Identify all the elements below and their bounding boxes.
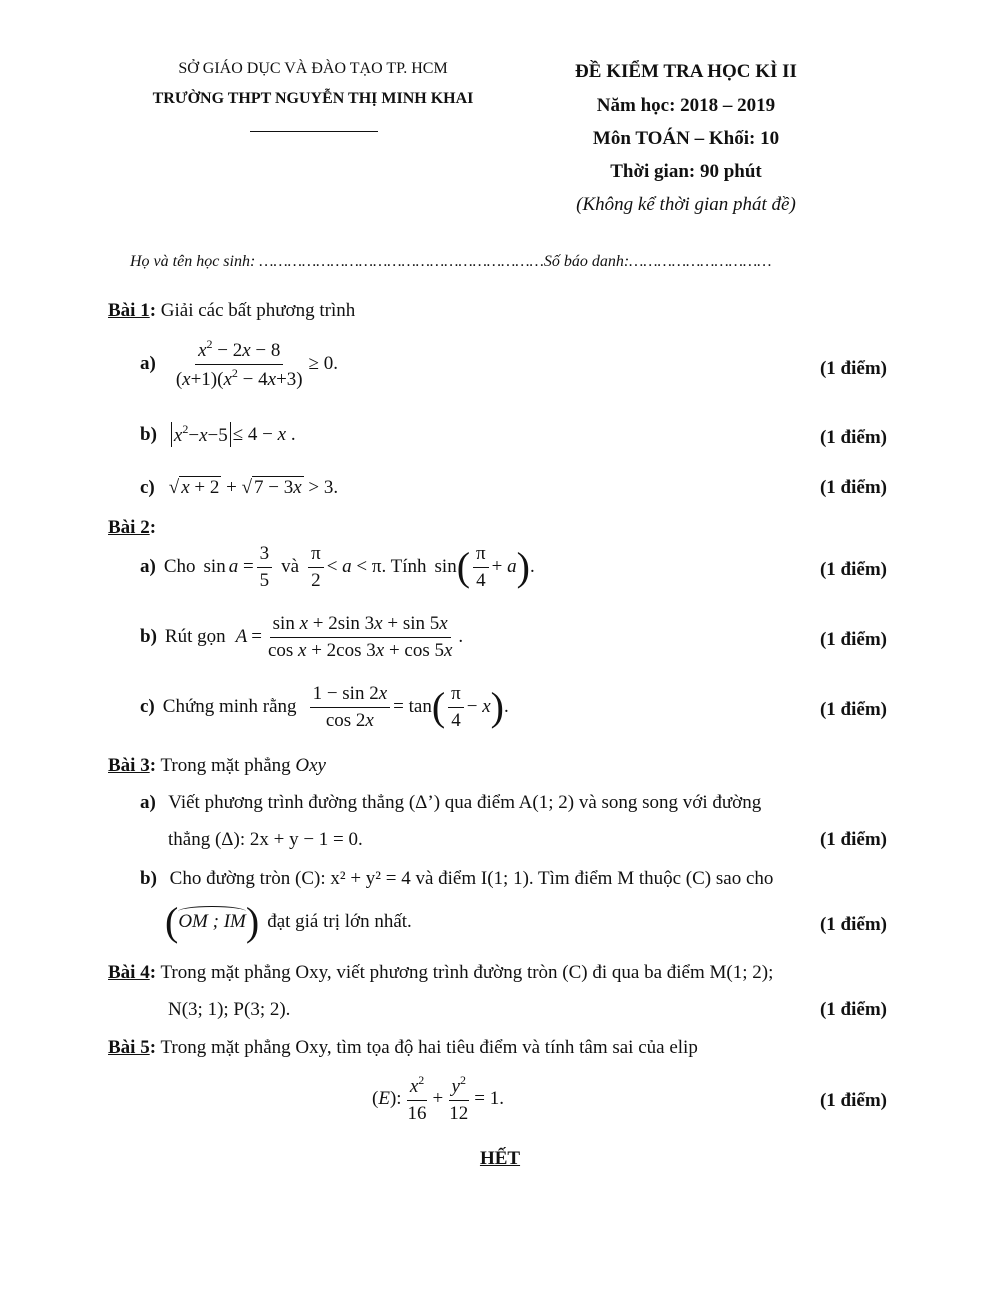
angle-expression: OM ; IM	[178, 911, 246, 932]
item-text: đạt giá trị lớn nhất.	[267, 911, 412, 932]
item-text: Trong mặt phẳng Oxy, tìm tọa độ hai tiêu điểm và tính tâm sai của elip	[160, 1037, 698, 1058]
item-text: Trong mặt phẳng Oxy, viết phương trình đường tròn (C) đi qua ba điểm M(1; 2);	[160, 962, 774, 983]
plane-label: Oxy	[295, 755, 326, 776]
item-label: b)	[140, 868, 157, 889]
points-badge: (1 điểm)	[819, 699, 887, 720]
item-text: . Tính	[381, 556, 427, 578]
exam-time: Thời gian: 90 phút	[610, 161, 762, 182]
problem-3b-line1	[140, 868, 773, 890]
item-label: a)	[140, 353, 156, 375]
problem-1b: b) $x^2-x-5$ ≤ 4 − x .	[140, 422, 296, 446]
points-badge: (1 điểm)	[819, 358, 887, 379]
school-year: Năm học: 2018 – 2019	[596, 95, 776, 116]
points-badge: (1 điểm)	[819, 427, 887, 448]
school-name: TRƯỜNG THPT NGUYỄN THỊ MINH KHAI	[152, 90, 474, 107]
problem-1-title: Bài 1	[108, 300, 150, 321]
end-marker: HẾT	[479, 1148, 521, 1169]
dept-name: SỞ GIÁO DỤC VÀ ĐÀO TẠO TP. HCM	[178, 60, 448, 77]
problem-1-intro: Giải các bất phương trình	[160, 300, 356, 321]
item-label: c)	[140, 696, 155, 718]
problem-2b: b) Rút gọn A = $\frac{\text{sin x + 2sin 3x + sin 5x}}{\text{cos x + 2cos 3x + cos 5x}}$ .	[140, 613, 464, 661]
item-label: a)	[140, 556, 156, 578]
problem-3b-line2: ( OM ; IM ) đạt giá trị lớn nhất.	[165, 899, 412, 944]
exam-title: ĐỀ KIỂM TRA HỌC KÌ II	[575, 61, 797, 82]
time-note: (Không kể thời gian phát đề)	[576, 194, 796, 215]
fraction: $\frac{x^2 - 2x - 8}{(x+1)(x^2 - 4x+3)}$	[175, 337, 303, 390]
item-text: Viết phương trình đường thẳng (Δ’) qua điểm A(1; 2) và song song với đường	[168, 792, 762, 813]
item-label: a)	[140, 792, 156, 813]
problem-2c: c) Chứng minh rằng $\frac{1 - \sin 2x}{\cos 2x}$ = tan ( $\frac{\pi}{4}$ − x ) .	[140, 683, 509, 731]
item-label: b)	[140, 626, 157, 648]
points-badge: (1 điểm)	[819, 1090, 887, 1111]
student-name-line	[130, 253, 771, 271]
problem-1c: c) √ x + 2 + √ 7 − 3x > 3.	[140, 477, 339, 498]
student-id-label: Số báo danh:…………………………	[543, 253, 772, 270]
problem-2a: a) Cho sin a = $\frac{3}{5}$ và $\frac{\pi}{2}$ < a < π . Tính sin ( $\frac{\pi}{4}$ + a ) .	[140, 543, 535, 591]
item-text: và	[281, 556, 300, 578]
subject-grade: Môn TOÁN – Khối: 10	[592, 128, 780, 149]
points-badge: (1 điểm)	[819, 559, 887, 580]
item-text: Cho	[163, 556, 196, 578]
problem-5-title: Bài 5	[108, 1037, 150, 1058]
points-badge: (1 điểm)	[819, 829, 887, 850]
problem-4-title: Bài 4	[108, 962, 150, 983]
ellipse-equation: (E): $\frac{x^2}{16}$ + $\frac{y^2}{12}$ = 1.	[372, 1073, 504, 1124]
problem-3a-line1	[140, 792, 761, 814]
item-text: Rút gọn	[164, 626, 226, 648]
item-label: c)	[140, 477, 155, 498]
problem-3-intro: Trong mặt phẳng	[160, 755, 291, 776]
problem-1a: a) $\frac{x^2 - 2x - 8}{(x+1)(x^2 - 4x+3)}$ ≥ 0.	[140, 337, 339, 390]
student-name-label: Họ và tên học sinh: ……………………………………………………	[130, 253, 544, 270]
points-badge: (1 điểm)	[819, 999, 887, 1020]
points-badge: (1 điểm)	[819, 629, 887, 650]
points-badge: (1 điểm)	[819, 914, 887, 935]
problem-2-heading: Bài 2:	[108, 517, 157, 538]
problem-4-heading: Bài 4: Trong mặt phẳng Oxy, viết phương trình đường tròn (C) đi qua ba điểm M(1; 2);	[108, 962, 774, 983]
item-text: Chứng minh rằng	[162, 696, 297, 718]
problem-3a-line2: thẳng (Δ): 2x + y − 1 = 0.	[168, 829, 363, 850]
problem-5-heading: Bài 5: Trong mặt phẳng Oxy, tìm tọa độ hai tiêu điểm và tính tâm sai của elip	[108, 1037, 698, 1058]
problem-2-title: Bài 2	[108, 517, 150, 538]
problem-4-line2: N(3; 1); P(3; 2).	[168, 999, 291, 1020]
item-text: Cho đường tròn (C): x² + y² = 4 và điểm I(1; 1). Tìm điểm M thuộc (C) sao cho	[169, 868, 774, 889]
problem-3-heading: Bài 3: Trong mặt phẳng Oxy	[108, 755, 326, 776]
problem-1-heading: Bài 1: Giải các bất phương trình	[108, 300, 356, 321]
problem-3-title: Bài 3	[108, 755, 150, 776]
item-label: b)	[140, 423, 157, 445]
points-badge: (1 điểm)	[819, 477, 887, 498]
header-divider	[250, 131, 378, 132]
